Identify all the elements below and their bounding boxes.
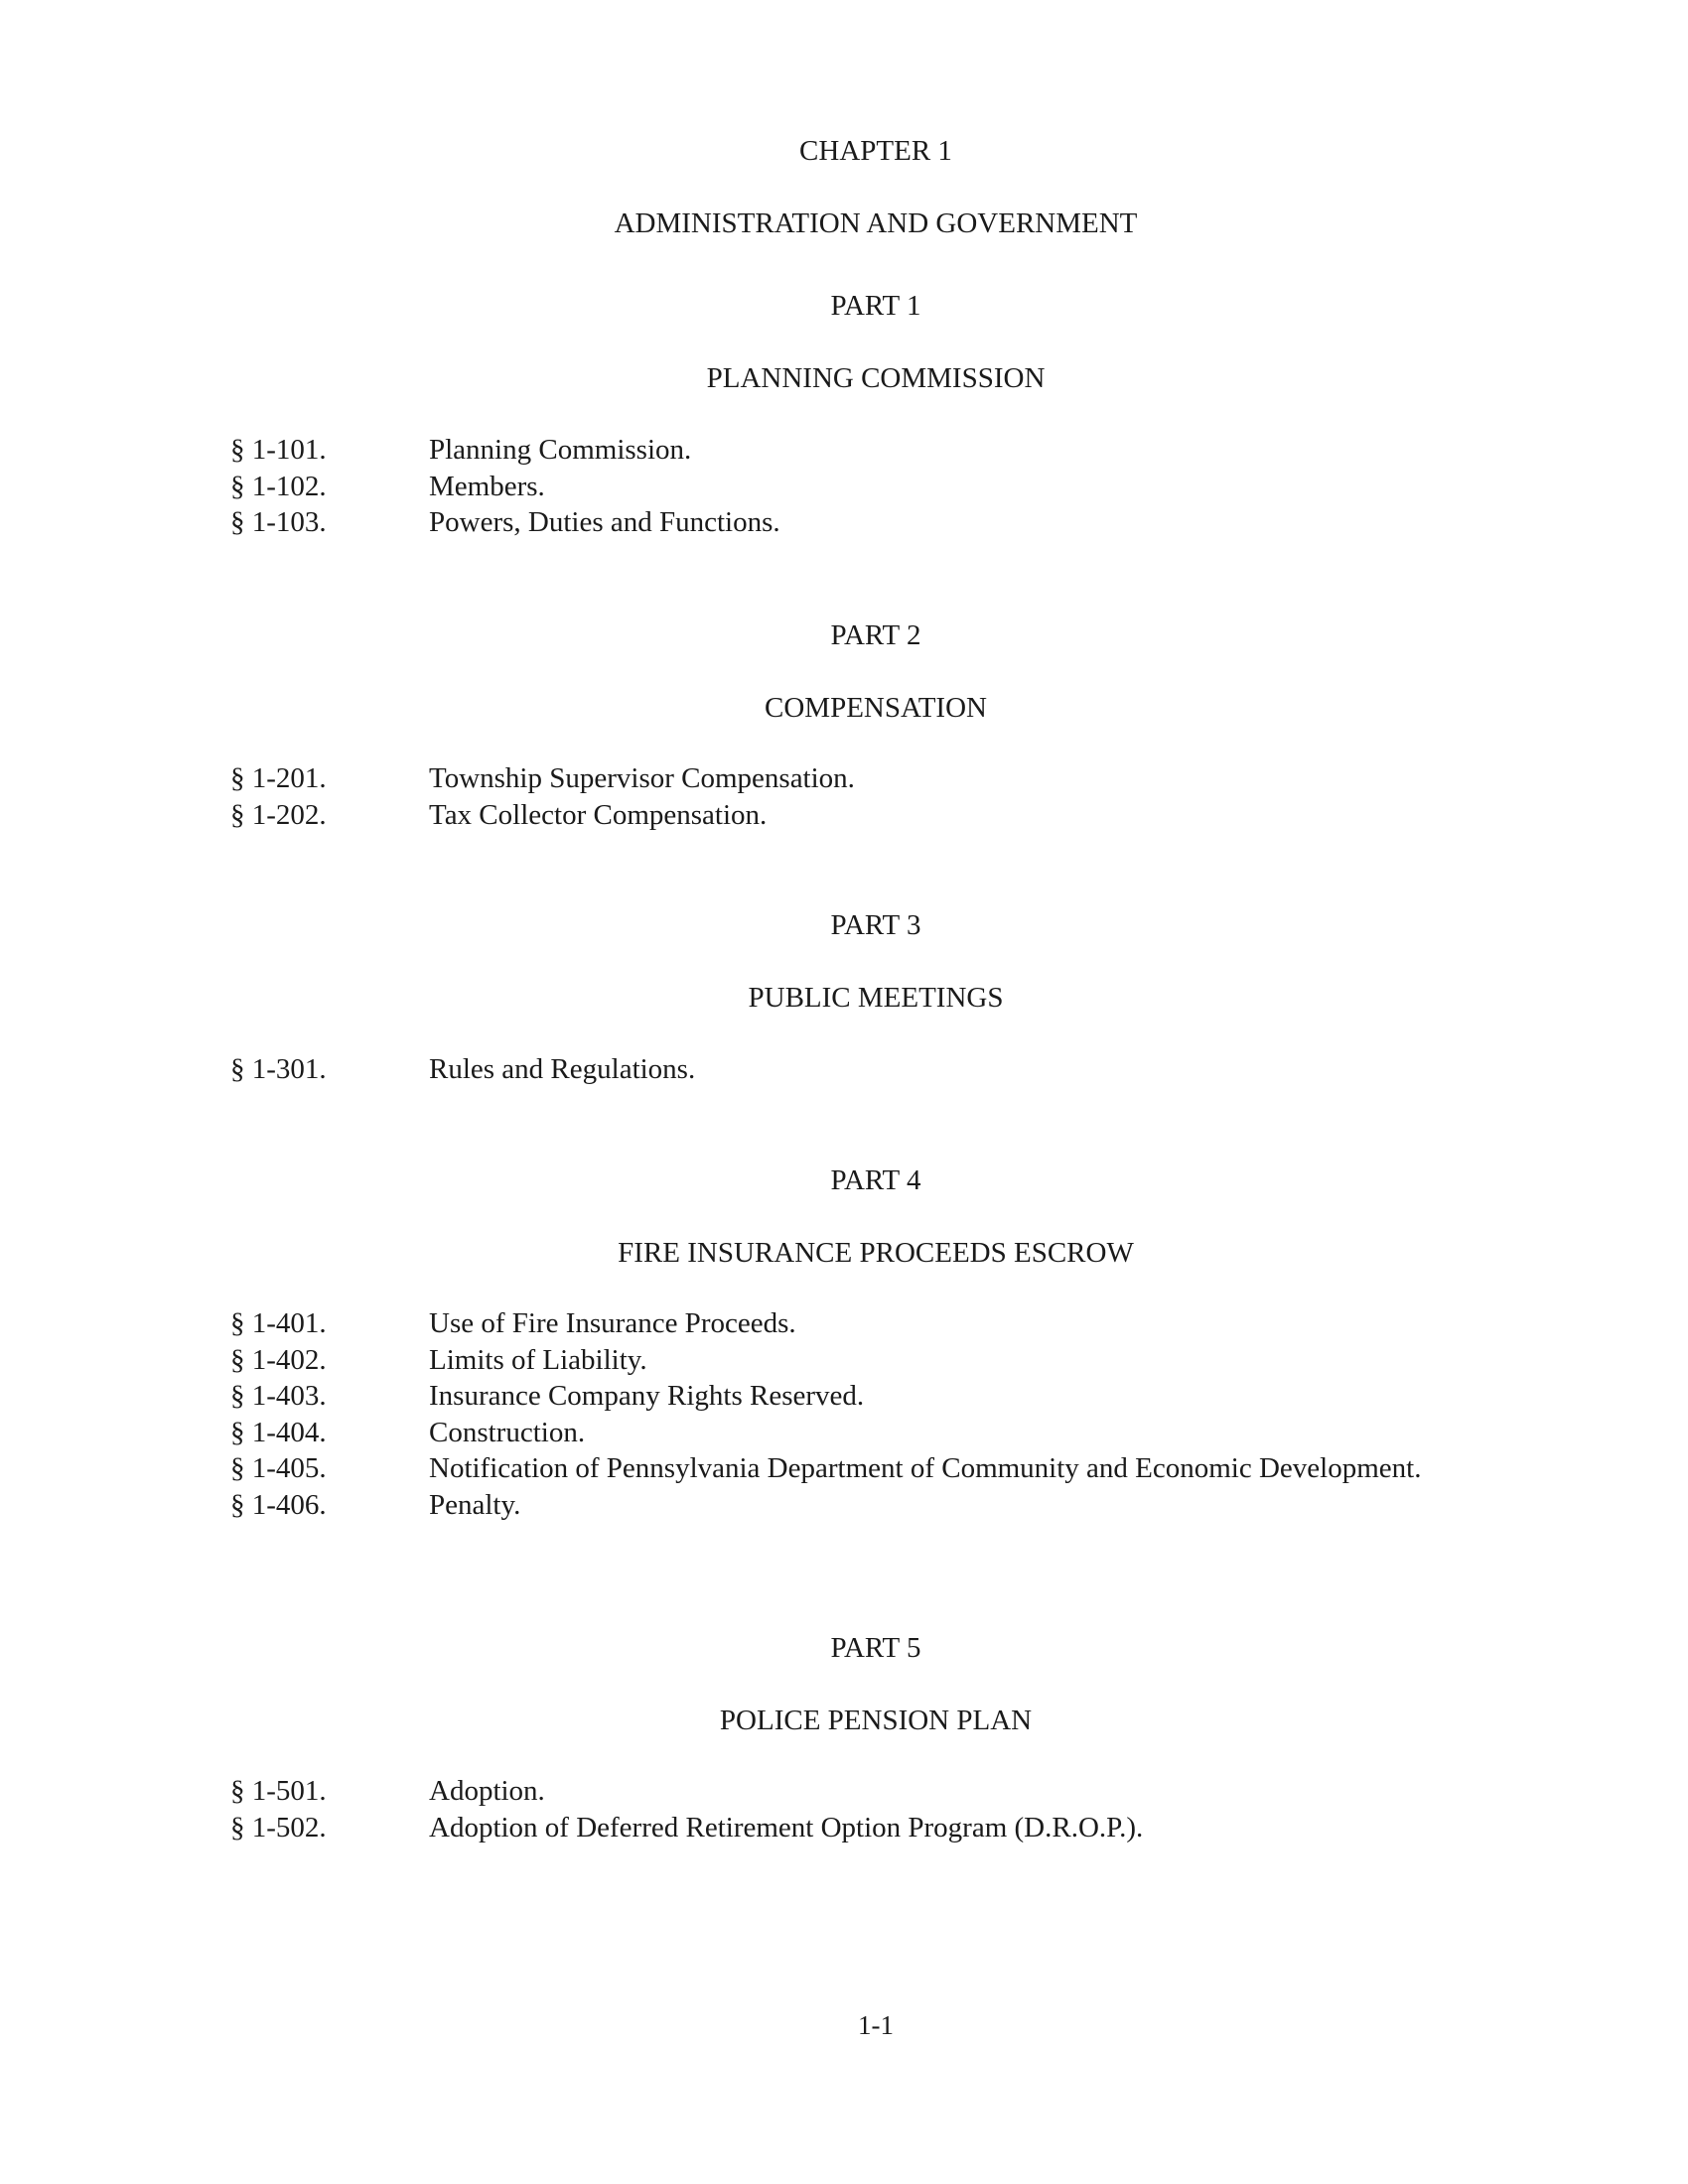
page-number: 1-1 [858,2010,894,2040]
section-title: Construction. [429,1416,586,1448]
section-entry [230,1810,1462,1846]
section-number: § 1-501. [230,1775,327,1807]
part-title: PLANNING COMMISSION [706,362,1046,394]
part-title: POLICE PENSION PLAN [719,1705,1033,1736]
section-number: § 1-301. [230,1053,327,1085]
section-title: Adoption. [429,1775,545,1807]
section-list [230,760,1462,833]
part-title: PUBLIC MEETINGS [748,982,1004,1014]
section-list [230,1051,1462,1088]
section-number: § 1-101. [230,434,327,466]
section-title: Tax Collector Compensation. [429,798,768,831]
section-number: § 1-202. [230,798,327,831]
section-number: § 1-403. [230,1380,327,1412]
section-entry [230,469,1462,505]
section-title: Powers, Duties and Functions. [429,506,780,538]
section-title: Use of Fire Insurance Proceeds. [429,1307,796,1339]
section-entry [230,504,1462,541]
section-title: Penalty. [429,1488,521,1521]
part-label: PART 2 [830,619,921,651]
section-number: § 1-201. [230,762,327,794]
section-title: Planning Commission. [429,434,692,466]
section-title: Rules and Regulations. [429,1053,696,1085]
section-number: § 1-401. [230,1307,327,1339]
section-title: Notification of Pennsylvania Department of Community and Economic Development. [429,1452,1422,1484]
section-number: § 1-102. [230,470,327,502]
section-title: Adoption of Deferred Retirement Option Program (D.R.O.P.). [429,1811,1144,1843]
section-number: § 1-502. [230,1811,327,1843]
chapter-label: CHAPTER 1 [799,135,952,167]
part-label: PART 4 [830,1164,921,1196]
section-title: Members. [429,470,545,502]
section-title: Insurance Company Rights Reserved. [429,1380,865,1412]
section-entry [230,432,1462,469]
part-title: COMPENSATION [765,692,987,724]
section-entry [230,797,1462,834]
section-entry [230,1051,1462,1088]
section-entry [230,1450,1462,1487]
chapter-title: ADMINISTRATION AND GOVERNMENT [614,207,1138,239]
section-list [230,432,1462,541]
section-entry [230,1415,1462,1451]
part-title: FIRE INSURANCE PROCEEDS ESCROW [618,1237,1134,1269]
section-title: Township Supervisor Compensation. [429,762,855,794]
section-entry [230,1342,1462,1379]
section-entry [230,1305,1462,1342]
section-number: § 1-405. [230,1452,327,1484]
section-entry [230,760,1462,797]
section-number: § 1-406. [230,1488,327,1521]
section-entry [230,1487,1462,1524]
section-entry [230,1378,1462,1415]
section-list [230,1305,1462,1523]
section-title: Limits of Liability. [429,1343,647,1376]
part-label: PART 5 [830,1632,921,1664]
part-label: PART 1 [830,290,921,322]
section-number: § 1-404. [230,1416,327,1448]
part-label: PART 3 [830,909,921,941]
section-list [230,1773,1462,1845]
section-number: § 1-103. [230,506,327,538]
section-number: § 1-402. [230,1343,327,1376]
section-entry [230,1773,1462,1810]
